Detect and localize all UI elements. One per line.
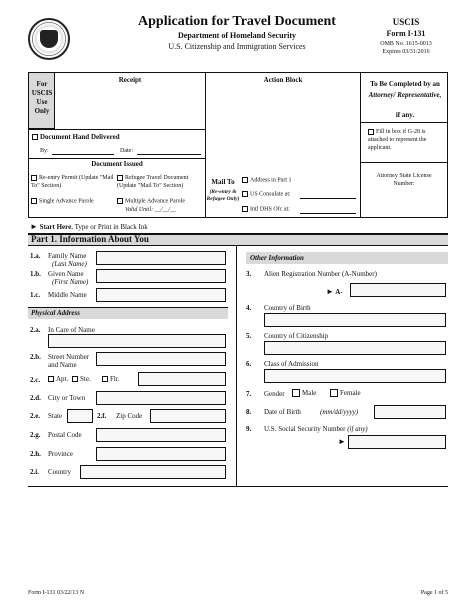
doc-hand-delivered-label: Document Hand Delivered — [40, 133, 120, 141]
to-be-completed-label: To Be Completed by an — [370, 80, 440, 88]
column-divider — [236, 246, 237, 486]
attorney-hline-2 — [361, 162, 447, 163]
mail-to-sub: (Re-entry & Refugee Only) — [206, 189, 240, 202]
f9-sublabel: (if any) — [347, 425, 368, 433]
ssn-arrow-icon: ► — [338, 437, 346, 446]
for-uscis-use-only: For USCIS Use Only — [31, 80, 53, 115]
address-in-part1-checkbox[interactable] — [242, 177, 248, 183]
apt-checkbox[interactable] — [48, 376, 54, 382]
f1a-sublabel: (Last Name) — [52, 260, 87, 268]
female-checkbox[interactable] — [330, 389, 338, 397]
part1-title: Part 1. Information About You — [31, 234, 149, 244]
multiple-parole-checkbox[interactable] — [117, 198, 123, 204]
attorney-divider — [360, 73, 361, 218]
multiple-parole-label: Multiple Advance Parole — [125, 198, 185, 205]
office-hline-1 — [29, 129, 205, 130]
by-label: By: — [40, 148, 49, 154]
f1b-sublabel: (First Name) — [52, 278, 89, 286]
start-here-instructions: Type or Print in Black Ink — [74, 223, 148, 231]
f2b-num: 2.b. — [30, 353, 41, 361]
reentry-permit-checkbox[interactable] — [31, 175, 37, 181]
date-of-birth-input[interactable] — [374, 405, 446, 419]
us-consulate-label: US Consulate at: — [250, 191, 291, 198]
a-number-input[interactable] — [350, 283, 446, 297]
reentry-permit-label: Re-entry Permit (Update "Mail To" Section) — [31, 175, 114, 189]
state-input[interactable] — [67, 409, 93, 423]
us-consulate[interactable] — [242, 191, 291, 197]
f2g-label: Postal Code — [48, 431, 82, 439]
multiple-parole[interactable] — [117, 198, 185, 204]
refugee-travel-label: Refugee Travel Document (Update "Mail To" Section) — [117, 175, 189, 189]
f1a-num: 1.a. — [30, 252, 41, 260]
f2f-label: Zip Code — [116, 412, 143, 420]
single-parole[interactable] — [31, 198, 94, 204]
attorney-hline — [361, 122, 447, 123]
by-line[interactable] — [52, 154, 114, 155]
attorney-license-label: Attorney State License Number: — [376, 173, 432, 187]
male-option[interactable] — [292, 389, 316, 397]
in-care-of-input[interactable] — [48, 334, 226, 348]
street-input[interactable] — [96, 352, 226, 366]
country-input[interactable] — [80, 465, 226, 479]
f2e-label: State — [48, 412, 62, 420]
postal-code-input[interactable] — [96, 428, 226, 442]
department-name: Department of Homeland Security — [178, 31, 296, 40]
ste-option[interactable] — [72, 375, 91, 383]
f1c-label: Middle Name — [48, 291, 87, 299]
f1b-label: Given Name — [48, 270, 84, 278]
uscis-label: USCIS — [392, 17, 420, 27]
refugee-travel[interactable] — [117, 174, 205, 190]
ste-checkbox[interactable] — [72, 376, 78, 382]
f7-label: Gender — [264, 390, 285, 398]
country-of-citizenship-input[interactable] — [264, 341, 446, 355]
flr-option[interactable] — [102, 375, 120, 383]
apt-option[interactable] — [48, 375, 68, 383]
f1a-label: Family Name — [48, 252, 87, 260]
single-parole-checkbox[interactable] — [31, 198, 37, 204]
doc-issued-label: Document Issued — [91, 160, 143, 168]
footer-form-id: Form I-131 03/22/13 N — [28, 590, 85, 596]
date-line[interactable] — [137, 154, 201, 155]
attorney-label: Attorney/ Representative, — [368, 91, 442, 99]
middle-name-input[interactable] — [96, 288, 226, 302]
female-option[interactable] — [330, 389, 361, 397]
action-block-label: Action Block — [263, 76, 303, 84]
f2h-label: Province — [48, 450, 73, 458]
f2a-label: In Care of Name — [48, 326, 95, 334]
expiration-date: Expires 03/31/2016 — [382, 49, 430, 55]
address-in-part1[interactable] — [242, 177, 292, 183]
office-hline-2 — [29, 158, 205, 159]
physical-address-title: Physical Address — [31, 309, 80, 317]
f8-format: (mm/dd/yyyy) — [320, 408, 359, 416]
start-here: ► Start Here. Type or Print in Black Ink — [30, 222, 148, 231]
province-input[interactable] — [96, 447, 226, 461]
intl-dhs-ofc-checkbox[interactable] — [242, 206, 248, 212]
flr-checkbox[interactable] — [102, 376, 108, 382]
g28-label: Fill in box if G-28 is attached to represent the applicant. — [368, 129, 427, 151]
f7-num: 7. — [246, 390, 252, 398]
f5-label: Country of Citizenship — [264, 332, 329, 340]
male-label: Male — [302, 389, 317, 397]
f2d-num: 2.d. — [30, 394, 41, 402]
f4-num: 4. — [246, 304, 252, 312]
f2g-num: 2.g. — [30, 431, 41, 439]
f2e-num: 2.e. — [30, 412, 41, 420]
reentry-permit[interactable] — [31, 174, 115, 190]
zip-input[interactable] — [150, 409, 226, 423]
f1c-num: 1.c. — [30, 291, 41, 299]
single-parole-label: Single Advance Parole — [39, 198, 94, 205]
given-name-input[interactable] — [96, 269, 226, 283]
f3-label: Alien Registration Number (A-Number) — [264, 270, 377, 278]
f8-label: Date of Birth — [264, 408, 301, 416]
f2b-label: Street Number and Name — [48, 353, 90, 369]
valid-until-label: Valid Until: — [125, 207, 154, 213]
a-number-prefix — [326, 287, 343, 296]
footer-page-number: Page 1 of 5 — [420, 590, 448, 596]
f2c-num: 2.c. — [30, 376, 41, 384]
f6-label: Class of Admission — [264, 360, 319, 368]
apt-label: Apt. — [56, 375, 69, 383]
male-checkbox[interactable] — [292, 389, 300, 397]
us-consulate-checkbox[interactable] — [242, 191, 248, 197]
f6-num: 6. — [246, 360, 252, 368]
form-title: Application for Travel Document — [138, 14, 336, 29]
a-number-prefix-label: A- — [335, 288, 343, 296]
if-any-label: if any. — [395, 111, 415, 119]
country-of-birth-input[interactable] — [264, 313, 446, 327]
f4-label: Country of Birth — [264, 304, 311, 312]
flr-label: Flr. — [110, 375, 120, 383]
g28-box[interactable] — [368, 128, 446, 152]
receipt-label: Receipt — [118, 76, 142, 84]
city-input[interactable] — [96, 391, 226, 405]
date-label: Date: — [120, 148, 133, 154]
valid-until: Valid Until: __/__/__ — [125, 207, 177, 213]
f2i-num: 2.i. — [30, 468, 39, 476]
f1b-num: 1.b. — [30, 270, 41, 278]
female-label: Female — [340, 389, 361, 397]
f9-label — [264, 425, 368, 433]
us-consulate-line[interactable] — [300, 198, 356, 199]
mail-to-label: Mail To — [211, 178, 235, 186]
f2i-label: Country — [48, 468, 71, 476]
f9-num: 9. — [246, 425, 252, 433]
f2a-num: 2.a. — [30, 326, 41, 334]
other-info-title: Other Information — [250, 254, 304, 262]
a-number-arrow-icon: ► — [326, 287, 334, 296]
f9-label-text: U.S. Social Security Number — [264, 425, 346, 433]
start-here-label: Start Here. — [39, 223, 73, 231]
ssn-input[interactable] — [348, 435, 446, 449]
intl-dhs-ofc-label: Intl DHS Ofc at: — [250, 206, 290, 213]
f8-num: 8. — [246, 408, 252, 416]
f2h-num: 2.h. — [30, 450, 41, 458]
doc-hand-delivered-checkbox[interactable] — [32, 134, 38, 140]
f5-num: 5. — [246, 332, 252, 340]
form-number: Form I-131 — [386, 29, 426, 38]
bottom-rule — [28, 486, 448, 487]
g28-checkbox[interactable] — [368, 129, 374, 135]
family-name-input[interactable] — [96, 251, 226, 265]
doc-hand-delivered[interactable] — [32, 133, 120, 141]
intl-dhs-ofc[interactable] — [242, 206, 290, 212]
ste-label: Ste. — [80, 375, 91, 383]
agency-name: U.S. Citizenship and Immigration Services — [168, 42, 306, 51]
class-of-admission-input[interactable] — [264, 369, 446, 383]
address-in-part1-label: Address in Part 1 — [250, 177, 292, 184]
omb-number: OMB No. 1615-0013 — [380, 41, 432, 47]
apt-number-input[interactable] — [138, 372, 226, 386]
f2f-num: 2.f. — [97, 412, 107, 420]
f3-num: 3. — [246, 270, 252, 278]
f2d-label: City or Town — [48, 394, 86, 402]
refugee-travel-checkbox[interactable] — [117, 175, 123, 181]
intl-dhs-line[interactable] — [300, 213, 356, 214]
